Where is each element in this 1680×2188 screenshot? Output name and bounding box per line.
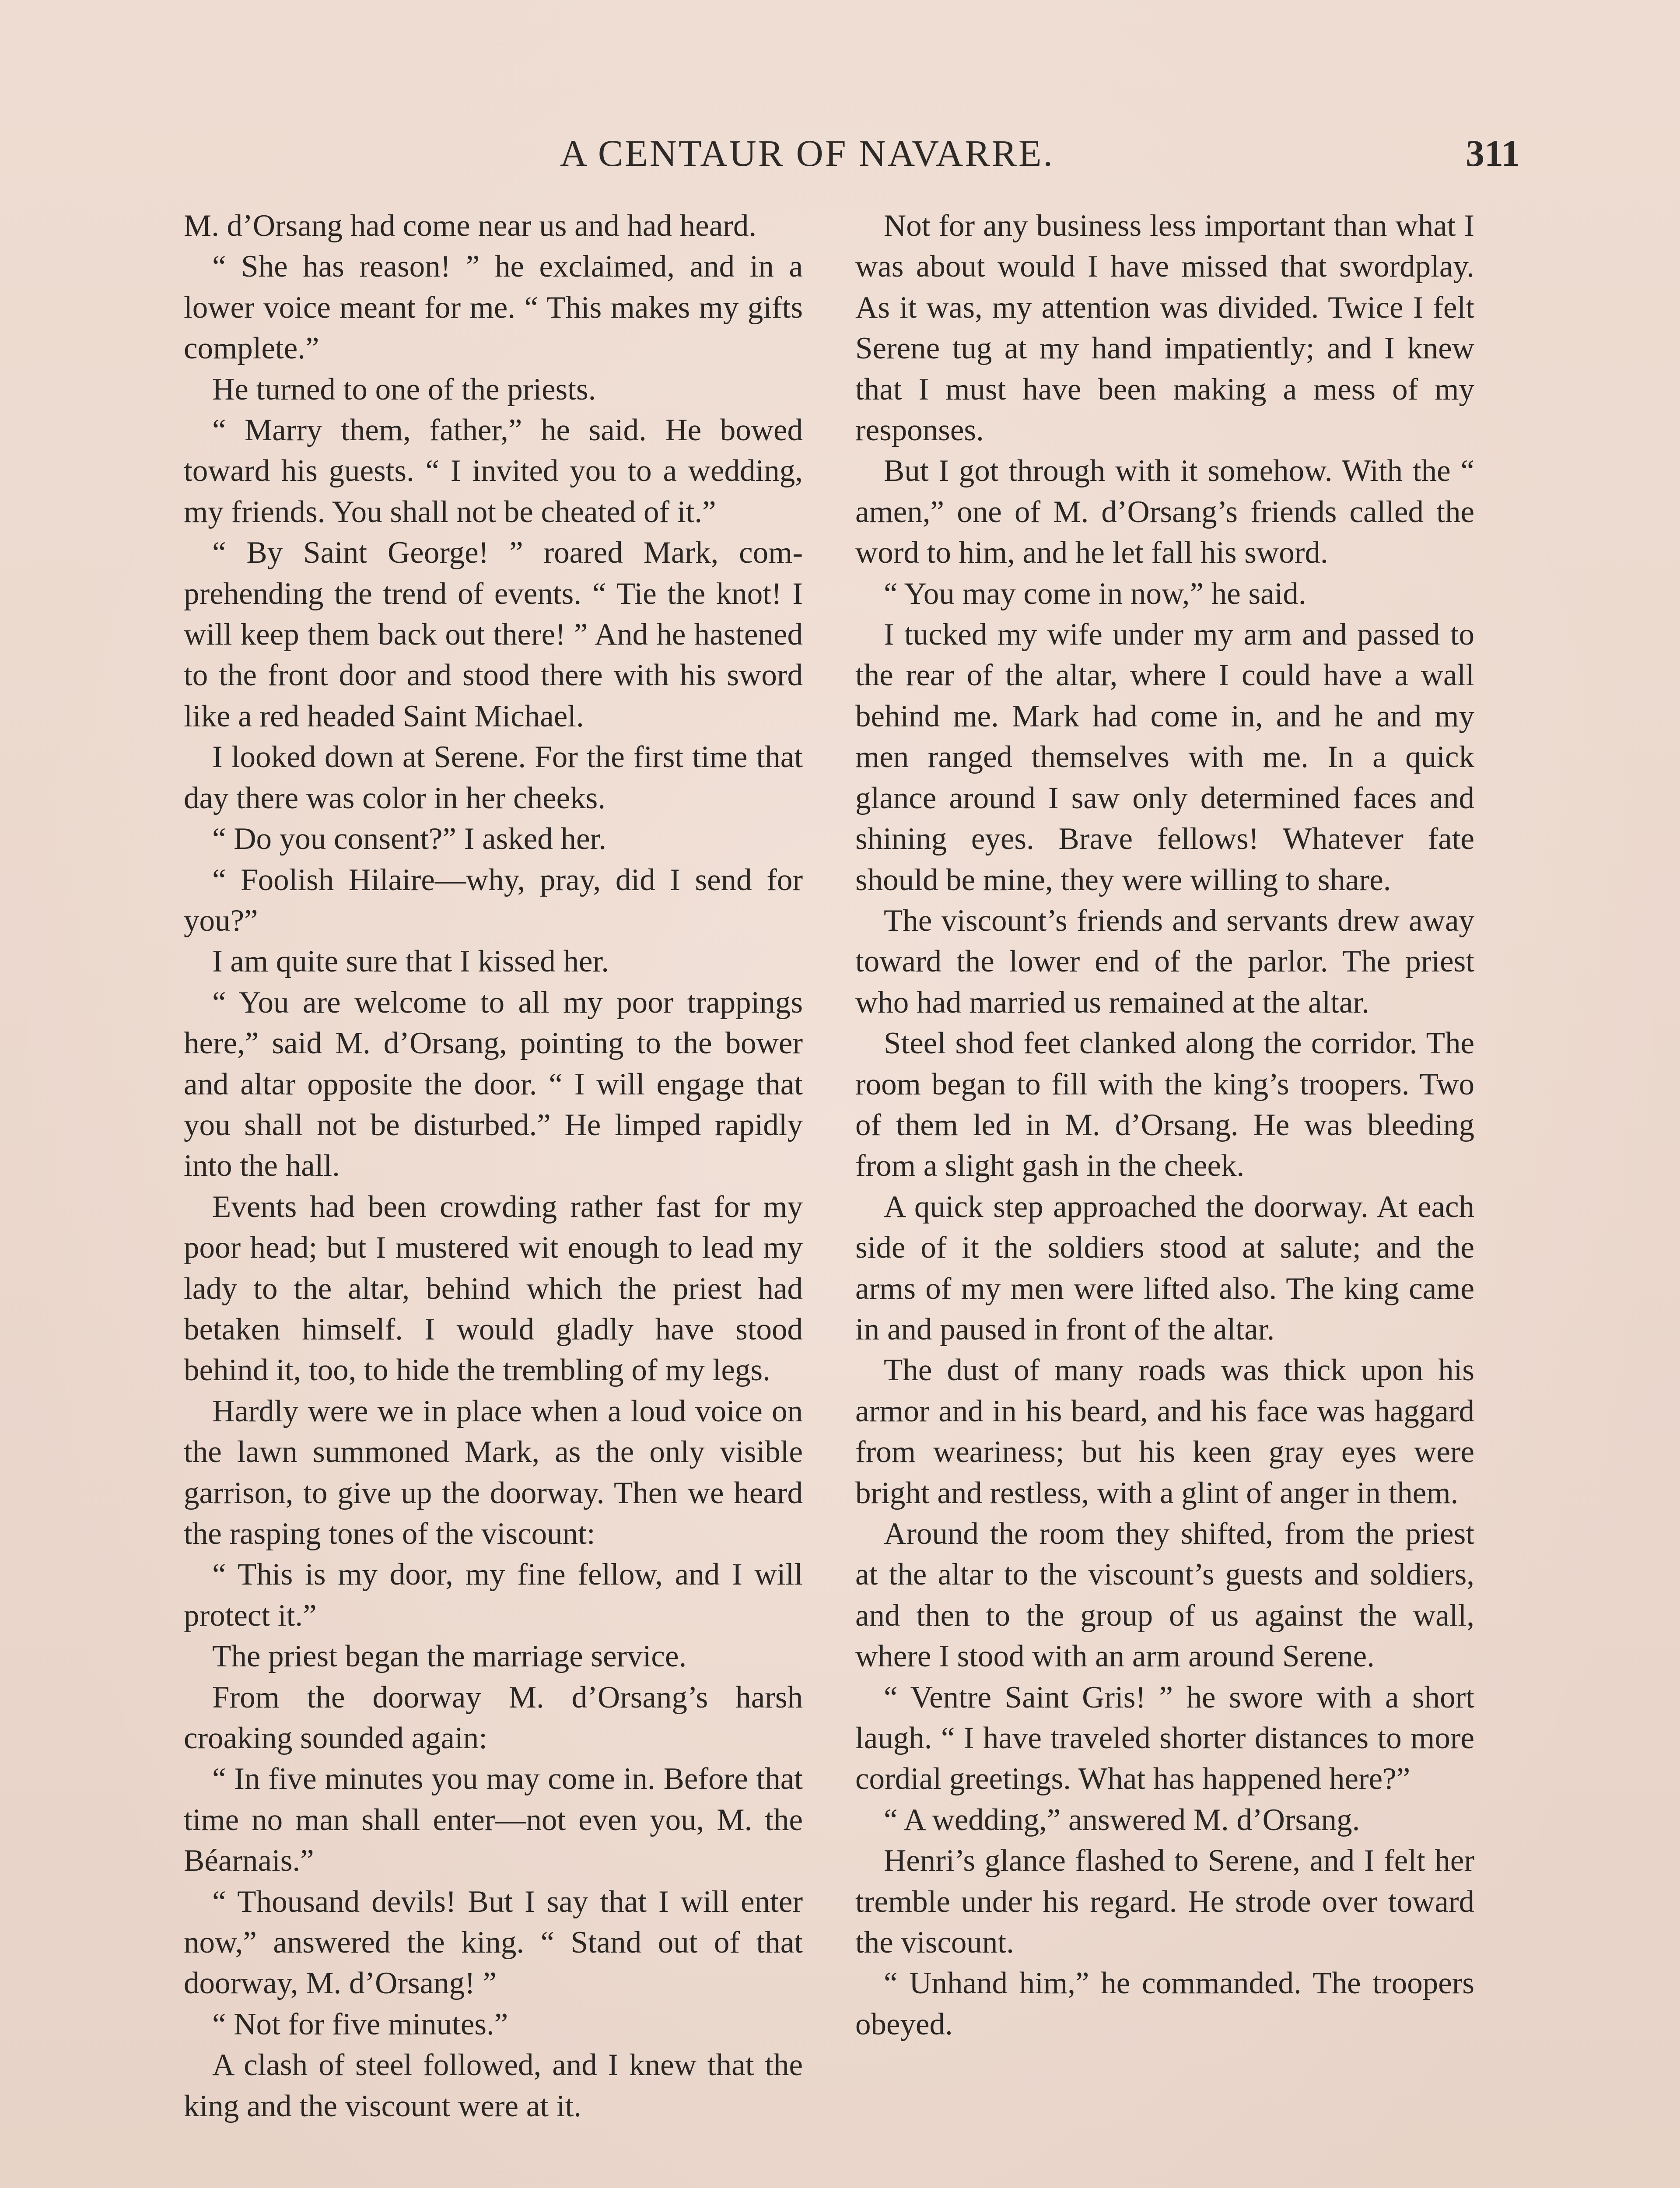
paragraph: The viscount’s friends and servants drew away toward the lower end of the parlor. The priest who had married us remained at the altar.	[855, 903, 1474, 1020]
paragraph: “ Do you consent?” I asked her.	[212, 822, 606, 856]
paragraph: Events had been crowding rather fast for my poor head; but I mustered wit enough to lead my lady to the altar, behind which the priest had betaken himself. I would gladly have stood behind it, too, to hide the trembling of my legs.	[184, 1189, 803, 1388]
paragraph: The dust of many roads was thick upon his armor and in his beard, and his face was haggard from weariness; but his keen gray eyes were bright and restless, with a glint of anger in them.	[855, 1353, 1474, 1510]
paragraph: A quick step approached the doorway. At each side of it the soldiers stood at salute; and the arms of my men were lifted also. The king came in and paused in front of the altar.	[855, 1189, 1474, 1346]
paragraph: “ Unhand him,” he commanded. The troopers obeyed.	[855, 1966, 1474, 2041]
running-title: A CENTAUR OF NAVARRE.	[560, 132, 1055, 174]
paragraph: “ This is my door, my fine fellow, and I will protect it.”	[184, 1557, 803, 1633]
page-number: 311	[1466, 132, 1520, 174]
paragraph: “ You may come in now,” he said.	[884, 576, 1306, 611]
paragraph: “ Marry them, father,” he said. He bowed toward his guests. “ I invited you to a wedding, my friends. You shall not be cheated of it.”	[184, 413, 803, 529]
left-column	[184, 206, 803, 2127]
paragraph: “ Not for five minutes.”	[212, 2007, 508, 2041]
paragraph: But I got through with it somehow. With the “ amen,” one of M. d’Orsang’s friends called the word to him, and he let fall his sword.	[855, 454, 1474, 570]
paragraph: The priest began the marriage service.	[212, 1639, 687, 1674]
paragraph: Hardly were we in place when a loud voice on the lawn summoned Mark, as the only visible garrison, to give up the doorway. Then we heard the rasping tones of the viscount:	[184, 1394, 803, 1551]
paragraph: I looked down at Serene. For the first time that day there was color in her cheeks.	[184, 740, 803, 815]
paragraph: Not for any business less important than what I was about would I have missed that swordplay. As it was, my attention was divided. Twice I felt Serene tug at my hand impatiently; and I knew that I must have been making a mess of my responses.	[855, 209, 1474, 448]
paragraph: “ A wedding,” answered M. d’Orsang.	[884, 1802, 1360, 1837]
paragraph: A clash of steel followed, and I knew that the king and the viscount were at it.	[184, 2048, 803, 2123]
paragraph: “ Thousand devils! But I say that I will enter now,” answered the king. “ Stand out of that doorway, M. d’Orsang! ”	[184, 1884, 803, 2001]
paragraph: I tucked my wife under my arm and passed to the rear of the altar, where I could have a wall behind me. Mark had come in, and he and my men ranged themselves with me. In a quick glance around I saw only determined faces and shining eyes. Brave fellows! Whatever fate should be mine, they were willing to share.	[855, 617, 1474, 897]
paragraph: Steel shod feet clanked along the corridor. The room began to fill with the king’s troopers. Two of them led in M. d’Orsang. He was bleeding from a slight gash in the cheek.	[855, 1026, 1474, 1183]
paragraph: He turned to one of the priests.	[212, 372, 596, 407]
paragraph: M. d’Orsang had come near us and had heard.	[184, 209, 757, 243]
paragraph: Around the room they shifted, from the priest at the altar to the viscount’s guests and soldiers, and then to the group of us against the wall, where I stood with an arm around Serene.	[855, 1517, 1474, 1674]
paragraph: “ Foolish Hilaire—why, pray, did I send for you?”	[184, 863, 803, 938]
paragraph: “ She has reason! ” he exclaimed, and in a lower voice meant for me. “ This makes my gifts complete.”	[184, 249, 803, 366]
right-column	[855, 206, 1474, 2045]
paragraph: I am quite sure that I kissed her.	[212, 944, 609, 979]
paragraph: Henri’s glance flashed to Serene, and I felt her tremble under his regard. He strode over toward the viscount.	[855, 1844, 1474, 1960]
paragraph: From the doorway M. d’Orsang’s harsh croaking sounded again:	[184, 1680, 803, 1756]
paragraph: “ Ventre Saint Gris! ” he swore with a short laugh. “ I have traveled shorter distances to more cordial greetings. What has happened here?”	[855, 1680, 1474, 1796]
paragraph: “ You are welcome to all my poor trappings here,” said M. d’Orsang, pointing to the bower and altar opposite the door. “ I will engage that you shall not be disturbed.” He limped rapidly into the hall.	[184, 985, 803, 1183]
paragraph: “ By Saint George! ” roared Mark, comprehending the trend of events. “ Tie the knot! I will keep them back out there! ” And he hastened to the front door and stood there with his sword like a red headed Saint Michael.	[184, 536, 803, 733]
paragraph: “ In five minutes you may come in. Before that time no man shall enter—not even you, M. the Béarnais.”	[184, 1762, 803, 1878]
